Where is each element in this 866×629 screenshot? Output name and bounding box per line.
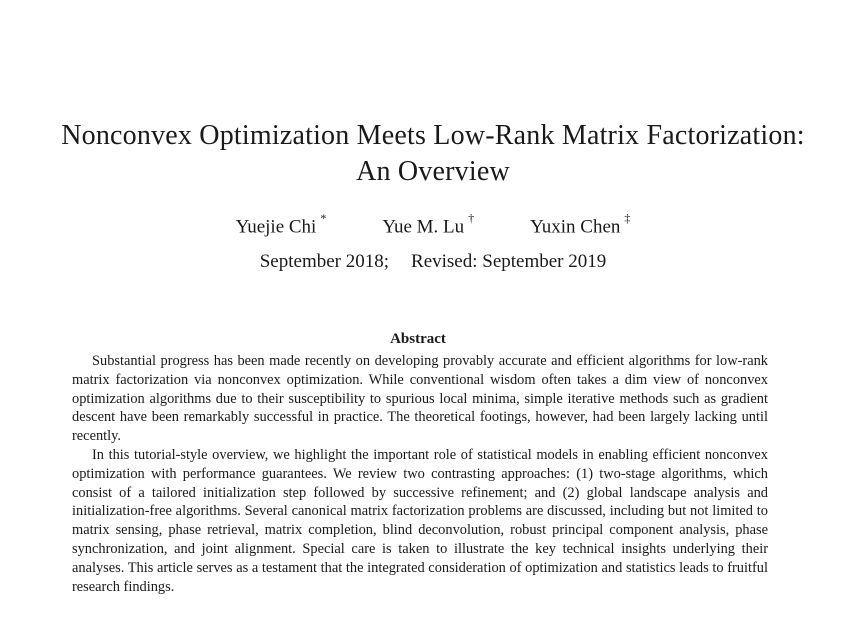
paper-dates (0, 250, 866, 274)
author-footnote-mark: ‡ (624, 211, 631, 225)
author-name: Yuejie Chi (235, 216, 317, 238)
author-footnote-mark: * (320, 211, 327, 225)
abstract-heading: Abstract (390, 331, 446, 347)
original-date: September 2018; (259, 251, 390, 272)
author-footnote-mark: † (468, 211, 475, 225)
paper-title-line-2: An Overview (356, 156, 510, 187)
author (382, 209, 474, 239)
paper-title-line-1: Nonconvex Optimization Meets Low-Rank Matrix Factorization: (61, 120, 805, 151)
author (530, 209, 630, 239)
abstract-paragraph-1: Substantial progress has been made recently on developing provably accurate and efficient algorithms for low-rank matrix factorization via nonconvex optimization. While conventional wisdom often takes a dim view of nonconvex optimization algorithms due to their susceptibility to spurious local minima, simple iterative methods such as gradient descent have been remarkably successful in practice. The theoretical footings, however, had been largely lacking until recently. (72, 353, 768, 445)
revised-date: Revised: September 2019 (411, 251, 607, 272)
author (236, 209, 327, 239)
author-name: Yuxin Chen (530, 216, 621, 238)
abstract-paragraph-2: In this tutorial-style overview, we highlight the important role of statistical models in enabling efficient nonconvex optimization with performance guarantees. We review two contrasting approaches: (1) two-stage algorithms, which consist of a tailored initialization step followed by successive refinement; and (2) global landscape analysis and initialization-free algorithms. Several canonical matrix factorization problems are discussed, including but not limited to matrix sensing, phase retrieval, matrix completion, blind deconvolution, robust principal component analysis, phase synchronization, and joint alignment. Special care is taken to illustrate the key technical insights underlying their analyses. This article serves as a testament that the integrated consideration of optimization and statistics leads to fruitful research findings. (72, 446, 768, 595)
paper-title (0, 118, 866, 190)
author-name: Yue M. Lu (382, 216, 465, 238)
author-list (0, 209, 866, 239)
abstract-body (72, 352, 768, 596)
